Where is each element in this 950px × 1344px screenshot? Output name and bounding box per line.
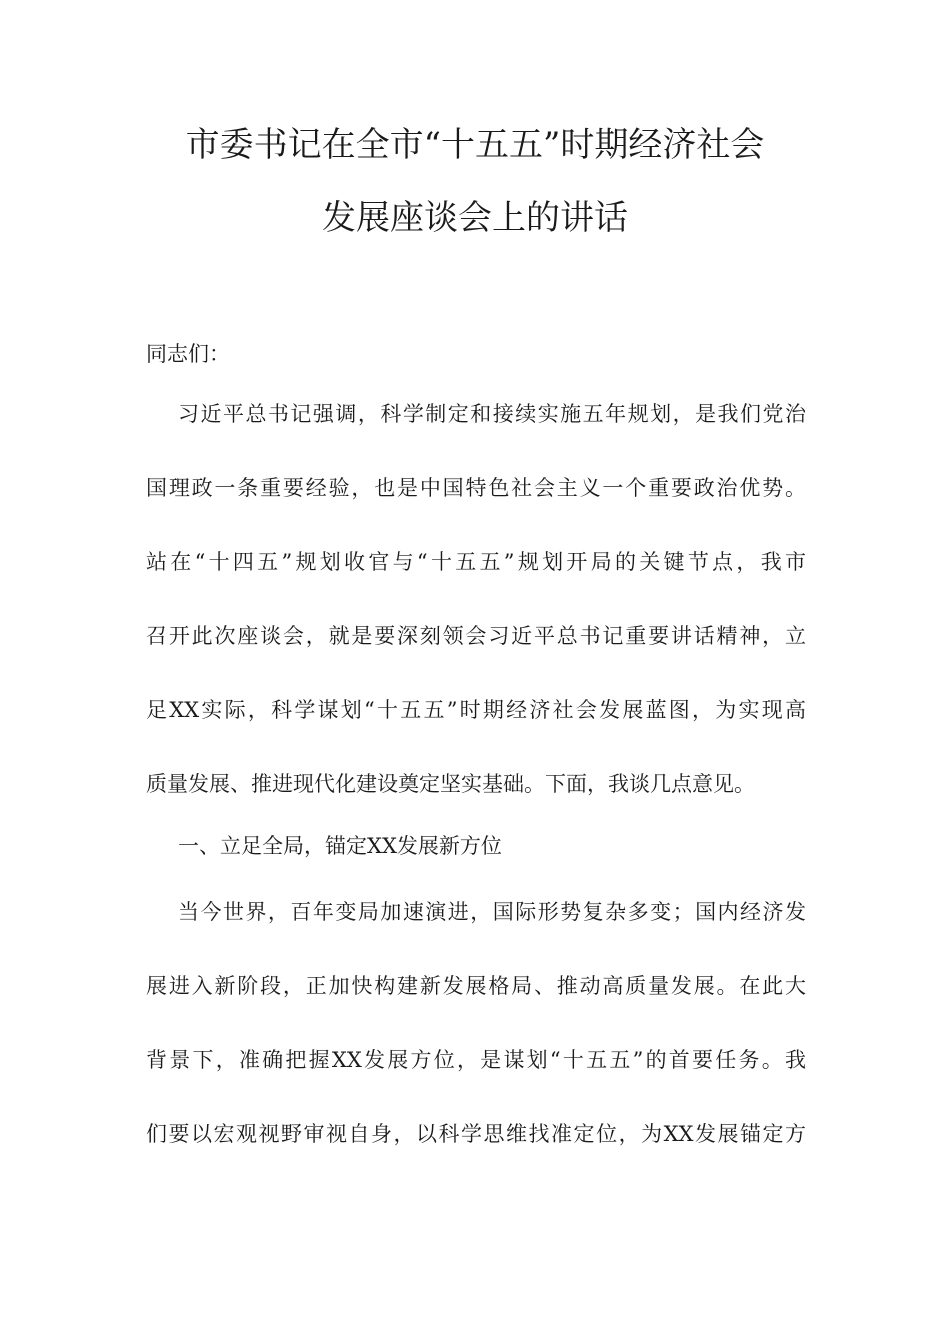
document-title-line-2: 发展座谈会上的讲话: [322, 198, 628, 238]
paragraph-line: 当今世界，百年变局加速演进，国际形势复杂多变；国内经济发: [178, 900, 806, 924]
paragraph-line: 展进入新阶段，正加快构建新发展格局、推动高质量发展。在此大: [146, 974, 806, 998]
paragraph-line: 足XX实际，科学谋划“十五五”时期经济社会发展蓝图，为实现高: [146, 698, 806, 722]
paragraph-line: 背景下，准确把握XX发展方位，是谋划“十五五”的首要任务。我: [146, 1048, 806, 1072]
section-heading: 一、立足全局，锚定XX发展新方位: [178, 834, 502, 858]
salutation: 同志们：: [146, 342, 230, 366]
paragraph-line: 召开此次座谈会，就是要深刻领会习近平总书记重要讲话精神，立: [146, 624, 806, 648]
paragraph-line: 质量发展、推进现代化建设奠定坚实基础。下面，我谈几点意见。: [146, 772, 755, 796]
paragraph-line: 习近平总书记强调，科学制定和接续实施五年规划，是我们党治: [178, 402, 806, 426]
document-title-line-1: 市委书记在全市“十五五”时期经济社会: [185, 125, 765, 165]
paragraph-line: 国理政一条重要经验，也是中国特色社会主义一个重要政治优势。: [146, 476, 806, 500]
paragraph-line: 站在“十四五”规划收官与“十五五”规划开局的关键节点，我市: [146, 550, 806, 574]
paragraph-line: 们要以宏观视野审视自身，以科学思维找准定位，为XX发展锚定方: [146, 1122, 806, 1146]
